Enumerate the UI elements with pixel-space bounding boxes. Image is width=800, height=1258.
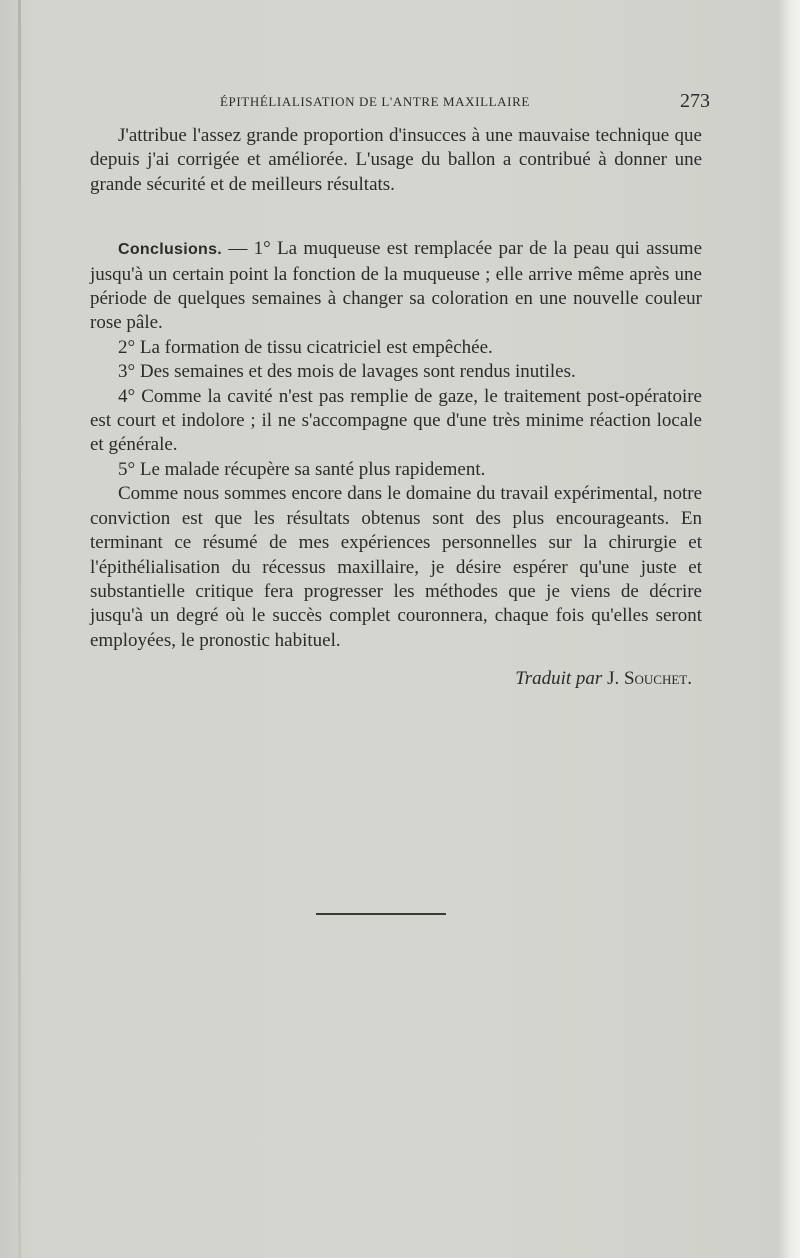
conclusion-5-paragraph: 5° Le malade récupère sa santé plus rapidement.	[118, 458, 486, 480]
running-header	[90, 92, 710, 116]
end-rule	[316, 913, 446, 915]
translated-by-label: Traduit par	[515, 668, 603, 690]
intro-paragraph: J'attribue l'assez grande proportion d'insucces à une mauvaise technique que depuis j'ai corrigée et améliorée. L'usage du ballon a contribué à donner une grande sécurité et de meilleurs résultats.	[90, 125, 702, 195]
section-gap	[90, 197, 702, 237]
conclusion-2-paragraph: 2° La formation de tissu cicatriciel est empêchée.	[118, 336, 493, 358]
translator-signature	[90, 667, 702, 691]
closing-paragraph: Comme nous sommes encore dans le domaine du travail expérimental, notre conviction est que les résultats obtenus sont des plus encourageants. En terminant ce résumé de mes expériences personnelles sur la chirurgie et l'épithélialisation du récessus maxillaire, je désire espérer qu'une juste et substantielle critique fera progresser les méthodes que je viens de décrire jusqu'à un degré où le succès complet couronnera, chaque fois qu'elles seront employées, le pronostic habituel.	[90, 483, 702, 651]
page-edge	[778, 0, 800, 1258]
conclusion-1-paragraph	[90, 237, 702, 336]
binding-shadow	[18, 0, 21, 1258]
conclusion-1-text: 1° La muqueuse est remplacée par de la peau qui assume jusqu'à un certain point la fonction de la muqueuse ; elle arrive même après une période de quelques semaines à changer sa coloration en une nouvelle couleur rose pâle.	[90, 238, 702, 334]
conclusions-heading: Conclusions.	[118, 241, 223, 259]
conclusion-4-paragraph: 4° Comme la cavité n'est pas remplie de gaze, le traitement post-opératoire est court et indolore ; il ne s'accompagne que d'une très minime réaction locale et générale.	[90, 385, 702, 456]
running-title: ÉPITHÉLIALISATION DE L'ANTRE MAXILLAIRE	[220, 94, 530, 109]
body-text	[90, 124, 702, 692]
conclusions-dash: —	[222, 238, 254, 260]
translator-name: J. Souchet.	[607, 668, 692, 690]
page-number: 273	[680, 90, 710, 112]
conclusion-3-paragraph: 3° Des semaines et des mois de lavages sont rendus inutiles.	[118, 361, 576, 383]
